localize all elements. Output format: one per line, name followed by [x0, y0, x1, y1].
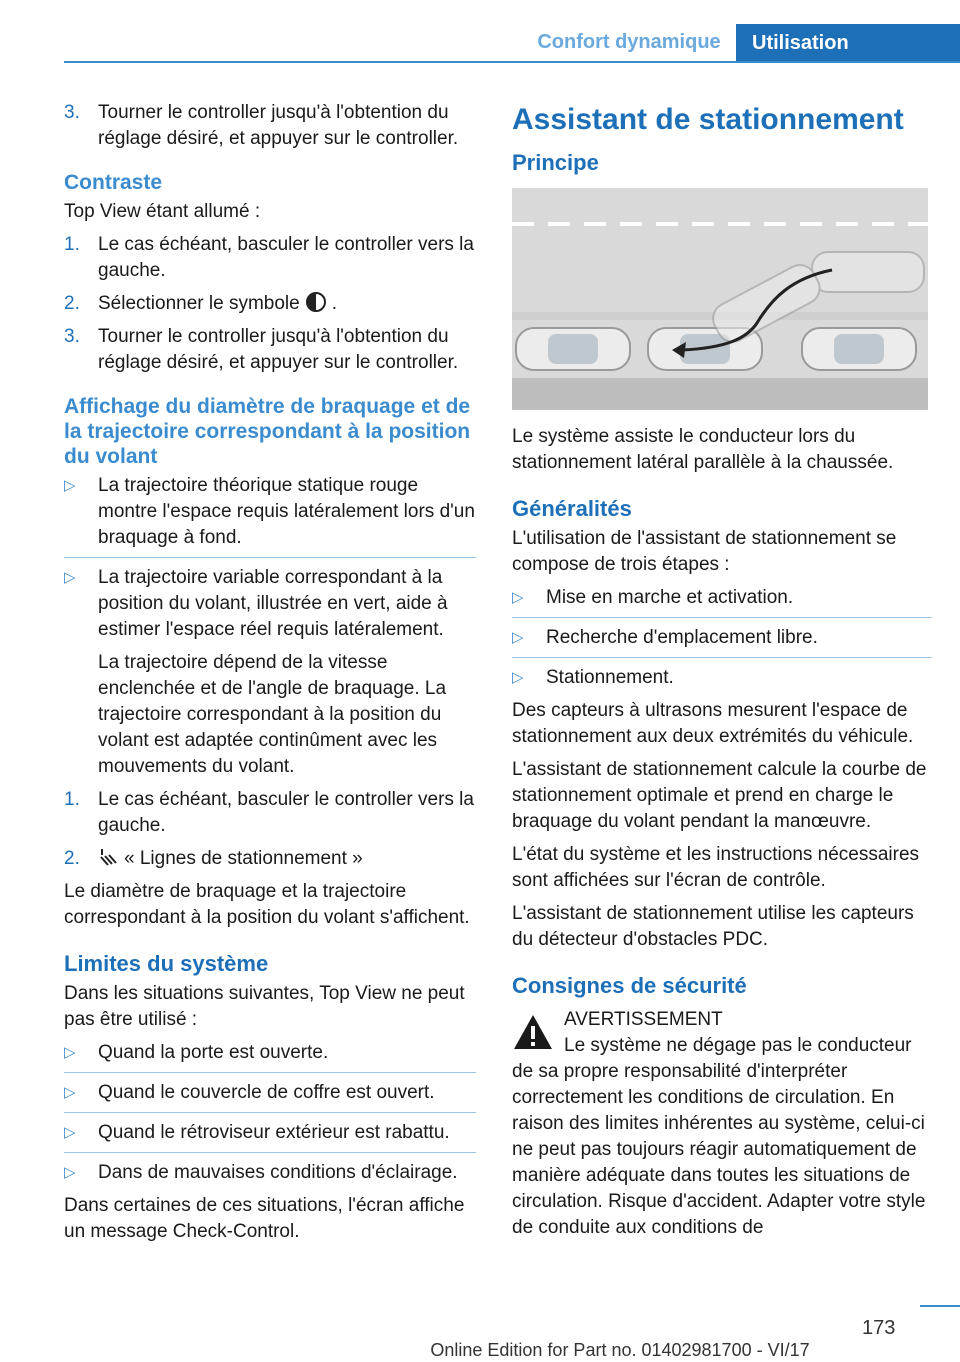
- warning-title: AVERTISSEMENT: [564, 1009, 723, 1030]
- right-column: [512, 100, 932, 1241]
- step-text-end: .: [331, 293, 337, 314]
- bullet-text: Stationnement.: [546, 667, 674, 688]
- generalites-bullet-list: [512, 585, 932, 691]
- list-item: [64, 232, 476, 284]
- footer-rule: [920, 1305, 960, 1307]
- affichage-result: Le diamètre de braquage et la trajectoire correspondant à la position du volant s'affichent.: [64, 881, 470, 928]
- step-number: 2.: [64, 293, 80, 314]
- paragraph: Des capteurs à ultrasons mesurent l'espace de stationnement aux deux extrémités du véhicule.: [512, 700, 914, 747]
- list-item: [64, 1080, 476, 1113]
- bullet-text: Recherche d'emplacement libre.: [546, 627, 818, 648]
- bullet-triangle-icon: ▷: [512, 669, 524, 686]
- contrast-icon: [306, 292, 326, 312]
- list-item: [64, 565, 476, 780]
- chapter-title: Assistant de stationnement: [512, 103, 904, 136]
- section-title-limites: Limites du système: [64, 951, 269, 976]
- step-number: 2.: [64, 848, 80, 869]
- list-item: [64, 1120, 476, 1153]
- bullet-text: Quand la porte est ouverte.: [98, 1042, 329, 1063]
- bullet-triangle-icon: ▷: [512, 629, 524, 646]
- step-text: « Lignes de stationnement »: [124, 848, 363, 869]
- list-item: [512, 585, 932, 618]
- bullet-text: La trajectoire théorique statique rouge montre l'espace requis latéralement lors d'un braquage à fond.: [98, 475, 475, 548]
- list-item: [64, 1160, 476, 1186]
- bullet-triangle-icon: ▷: [64, 477, 76, 494]
- principe-text: Le système assiste le conducteur lors du stationnement latéral parallèle à la chaussée.: [512, 426, 894, 473]
- parking-illustration: [512, 188, 928, 410]
- list-item: [64, 846, 476, 872]
- section-title-affichage: Affichage du diamètre de braquage et de la trajectoire correspondant à la position du volant: [64, 395, 471, 468]
- list-item: [512, 625, 932, 658]
- step-text: Sélectionner le symbole: [98, 293, 300, 314]
- list-item: [512, 665, 932, 691]
- contraste-step-list: [64, 232, 476, 376]
- step-number: 1.: [64, 234, 80, 255]
- bullet-triangle-icon: ▷: [64, 1124, 76, 1141]
- step-number: 1.: [64, 789, 80, 810]
- bullet-text: La trajectoire variable correspondant à la position du volant, illustrée en vert, aide à estimer l'espace réel requis latéralement.: [98, 567, 448, 640]
- bullet-triangle-icon: ▷: [64, 569, 76, 586]
- step-text: Le cas échéant, basculer le controller vers la gauche.: [98, 234, 474, 281]
- bullet-triangle-icon: ▷: [64, 1084, 76, 1101]
- footer-edition: Online Edition for Part no. 01402981700 - VI/17: [430, 1340, 810, 1360]
- limites-bullet-list: [64, 1040, 476, 1186]
- generalites-intro: L'utilisation de l'assistant de stationnement se compose de trois étapes :: [512, 528, 897, 575]
- list-item: [64, 100, 476, 152]
- affichage-bullet-list: [64, 473, 476, 780]
- page-number: 173: [862, 1317, 896, 1339]
- header-tab-utilisation[interactable]: Utilisation: [736, 24, 960, 62]
- limites-intro: Dans les situations suivantes, Top View ne peut pas être utilisé :: [64, 983, 465, 1030]
- section-title-contraste: Contraste: [64, 171, 163, 194]
- limites-outro: Dans certaines de ces situations, l'écran affiche un message Check-Control.: [64, 1195, 465, 1242]
- paragraph: L'état du système et les instructions nécessaires sont affichées sur l'écran de contrôle.: [512, 844, 920, 891]
- section-title-consignes: Consignes de sécurité: [512, 973, 747, 998]
- warning-block: [512, 1007, 932, 1241]
- list-item: [64, 473, 476, 558]
- bullet-triangle-icon: ▷: [512, 589, 524, 606]
- parking-lines-icon: [98, 847, 118, 867]
- intro-step-list: [64, 100, 476, 152]
- list-item: [64, 291, 476, 317]
- affichage-step-list: [64, 787, 476, 872]
- bullet-triangle-icon: ▷: [64, 1164, 76, 1181]
- step-number: 3.: [64, 102, 80, 123]
- paragraph: L'assistant de stationnement calcule la courbe de stationnement optimale et prend en charge le braquage du volant pendant la manœuvre.: [512, 759, 927, 832]
- paragraph: L'assistant de stationnement utilise les capteurs du détecteur d'obstacles PDC.: [512, 903, 914, 950]
- step-number: 3.: [64, 326, 80, 347]
- bullet-text: Quand le rétroviseur extérieur est rabattu.: [98, 1122, 450, 1143]
- bullet-subtext: La trajectoire dépend de la vitesse enclenchée et de l'angle de braquage. La trajectoire correspondant à la position du volant est adaptée continûment avec les mouvements du volant.: [98, 652, 447, 777]
- step-text: Tourner le controller jusqu'à l'obtention du réglage désiré, et appuyer sur le controller.: [98, 326, 459, 373]
- bullet-text: Mise en marche et activation.: [546, 587, 794, 608]
- bullet-text: Dans de mauvaises conditions d'éclairage.: [98, 1162, 458, 1183]
- header-rule: [64, 61, 960, 63]
- parked-car-right-icon: [802, 328, 916, 370]
- list-item: [64, 324, 476, 376]
- warning-triangle-icon: [512, 1013, 554, 1051]
- bullet-text: Quand le couvercle de coffre est ouvert.: [98, 1082, 435, 1103]
- header-tab-confort-dynamique[interactable]: Confort dynamique: [537, 31, 721, 53]
- step-text: Tourner le controller jusqu'à l'obtention du réglage désiré, et appuyer sur le controller.: [98, 102, 459, 149]
- left-column: [64, 100, 476, 1252]
- warning-text: Le système ne dégage pas le conducteur de sa propre responsabilité d'interpréter correctement les conditions de circulation. En raison des limites inhérentes au système, celui-ci ne peut pas toujours réagir automatiquement de manière adéquate dans toutes les situations de circulation. Risque d'accident. Adapter votre style de conduite aux conditions de: [512, 1035, 926, 1238]
- list-item: [64, 787, 476, 839]
- bullet-triangle-icon: ▷: [64, 1044, 76, 1061]
- step-text: Le cas échéant, basculer le controller vers la gauche.: [98, 789, 474, 836]
- parked-car-left-icon: [516, 328, 630, 370]
- section-title-principe: Principe: [512, 150, 599, 175]
- list-item: [64, 1040, 476, 1073]
- section-title-generalites: Généralités: [512, 496, 632, 521]
- contraste-intro: Top View étant allumé :: [64, 201, 261, 222]
